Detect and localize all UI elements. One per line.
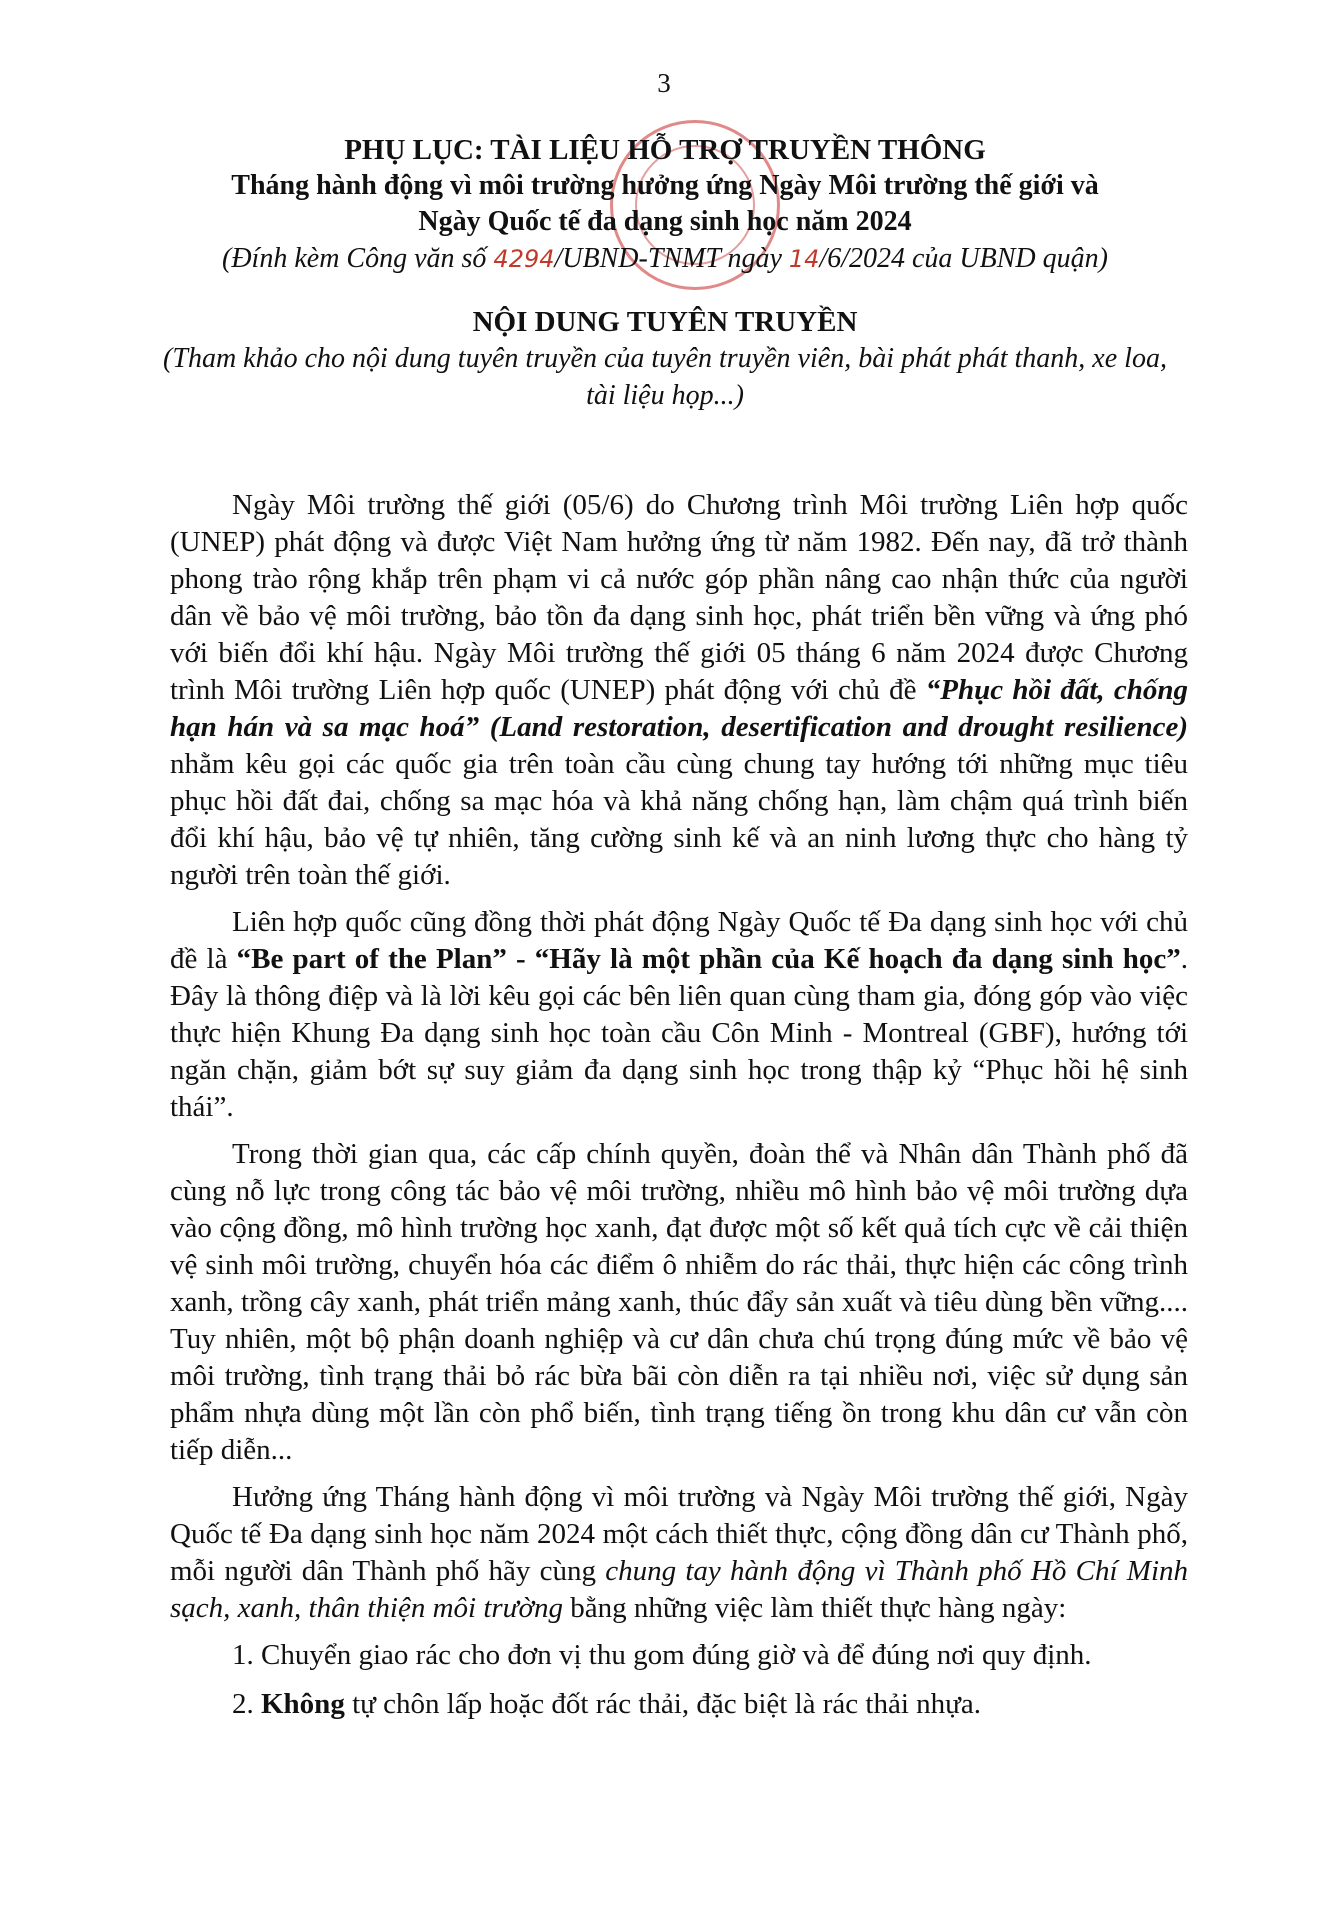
list-item2-bold: Không xyxy=(261,1688,345,1720)
action-list xyxy=(170,1637,1188,1723)
content-title: NỘI DUNG TUYÊN TRUYỀN xyxy=(472,306,858,338)
appendix-title: PHỤ LỤC: TÀI LIỆU HỖ TRỢ TRUYỀN THÔNG xyxy=(344,134,986,166)
document-body xyxy=(170,487,1188,1735)
p1-text-c: nhằm kêu gọi các quốc gia trên toàn cầu cùng chung tay hướng tới những mục tiêu phục hồi đất đai, chống sa mạc hóa và khả năng chống hạn, làm chậm quá trình biến đổi khí hậu, bảo vệ tự nhiên, tăng cường sinh kế và an ninh lương thực cho hàng tỷ người trên toàn thế giới. xyxy=(170,748,1188,891)
p1-text-a: Ngày Môi trường thế giới (05/6) do Chương trình Môi trường Liên hợp quốc (UNEP) phát động và được Việt Nam hưởng ứng từ năm 1982. Đến nay, đã trở thành phong trào rộng khắp trên phạm vi cả nước góp phần nâng cao nhận thức của người dân về bảo vệ môi trường, bảo tồn đa dạng sinh học, phát triển bền vững và ứng phó với biến đổi khí hậu. Ngày Môi trường thế giới 05 tháng 6 năm 2024 được Chương trình Môi trường Liên hợp quốc (UNEP) phát động với chủ đề xyxy=(170,489,1188,706)
p4-call-to-action: chung tay hành động vì Thành phố Hồ Chí Minh sạch, xanh, thân thiện môi trường xyxy=(170,1555,1188,1624)
page-number: 3 xyxy=(657,68,671,98)
p2-theme: “Be part of the Plan” - “Hãy là một phần của Kế hoạch đa dạng sinh học” xyxy=(236,943,1181,975)
ref-mid: /UBND-TNMT ngày xyxy=(554,243,789,274)
ref-prefix: (Đính kèm Công văn số xyxy=(222,243,494,274)
paragraph-2 xyxy=(170,904,1188,1126)
list-item2-number: 2. xyxy=(232,1688,261,1720)
list-item xyxy=(232,1686,1188,1723)
ref-number-handwritten: 4294 xyxy=(493,245,555,273)
paragraph-3: Trong thời gian qua, các cấp chính quyền, đoàn thể và Nhân dân Thành phố đã cùng nỗ lực trong công tác bảo vệ môi trường, nhiều mô hình bảo vệ môi trường dựa vào cộng đồng, mô hình trường học xanh, đạt được một số kết quả tích cực về cải thiện vệ sinh môi trường, chuyển hóa các điểm ô nhiễm do rác thải, thực hiện các công trình xanh, trồng cây xanh, phát triển mảng xanh, thúc đẩy sản xuất và tiêu dùng bền vững.... Tuy nhiên, một bộ phận doanh nghiệp và cư dân chưa chú trọng đúng mức về bảo vệ môi trường, tình trạng thải bỏ rác bừa bãi còn diễn ra tại nhiều nơi, việc sử dụng sản phẩm nhựa dùng một lần còn phổ biến, tình trạng tiếng ồn trong khu dân cư vẫn còn tiếp diễn... xyxy=(170,1138,1188,1466)
appendix-subtitle-line1: Tháng hành động vì môi trường hưởng ứng Ngày Môi trường thế giới và xyxy=(231,170,1099,201)
paragraph-1 xyxy=(170,487,1188,894)
content-note: (Tham khảo cho nội dung tuyên truyền của tuyên truyền viên, bài phát phát thanh, xe loa, tài liệu họp...) xyxy=(163,343,1167,411)
list-item: 1. Chuyển giao rác cho đơn vị thu gom đúng giờ và để đúng nơi quy định. xyxy=(232,1639,1092,1671)
p4-text-a: Hưởng ứng Tháng hành động vì môi trường và Ngày Môi trường thế giới, Ngày Quốc tế Đa dạng sinh học năm 2024 một cách thiết thực, cộng đồng dân cư Thành phố, mỗi người dân Thành phố hãy cùng xyxy=(170,1481,1188,1587)
p2-text-c: . Đây là thông điệp và là lời kêu gọi các bên liên quan cùng tham gia, đóng góp vào việc thực hiện Khung Đa dạng sinh học toàn cầu Côn Minh - Montreal (GBF), hướng tới ngăn chặn, giảm bớt sự suy giảm đa dạng sinh học trong thập kỷ “Phục hồi hệ sinh thái”. xyxy=(170,943,1188,1123)
document-header xyxy=(160,132,1170,414)
p1-theme: “Phục hồi đất, chống hạn hán và sa mạc hoá” (Land restoration, desertification and drought resilience) xyxy=(170,674,1188,743)
p4-text-c: bằng những việc làm thiết thực hàng ngày: xyxy=(562,1592,1067,1624)
attachment-reference xyxy=(160,240,1170,278)
list-item2-rest: tự chôn lấp hoặc đốt rác thải, đặc biệt là rác thải nhựa. xyxy=(344,1688,981,1720)
ref-suffix: /6/2024 của UBND quận) xyxy=(819,243,1108,274)
ref-day-handwritten: 14 xyxy=(788,245,820,273)
appendix-subtitle-line2: Ngày Quốc tế đa dạng sinh học năm 2024 xyxy=(418,206,912,237)
p2-text-a: Liên hợp quốc cũng đồng thời phát động Ngày Quốc tế Đa dạng sinh học với chủ đề là xyxy=(170,906,1188,975)
paragraph-4 xyxy=(170,1479,1188,1627)
